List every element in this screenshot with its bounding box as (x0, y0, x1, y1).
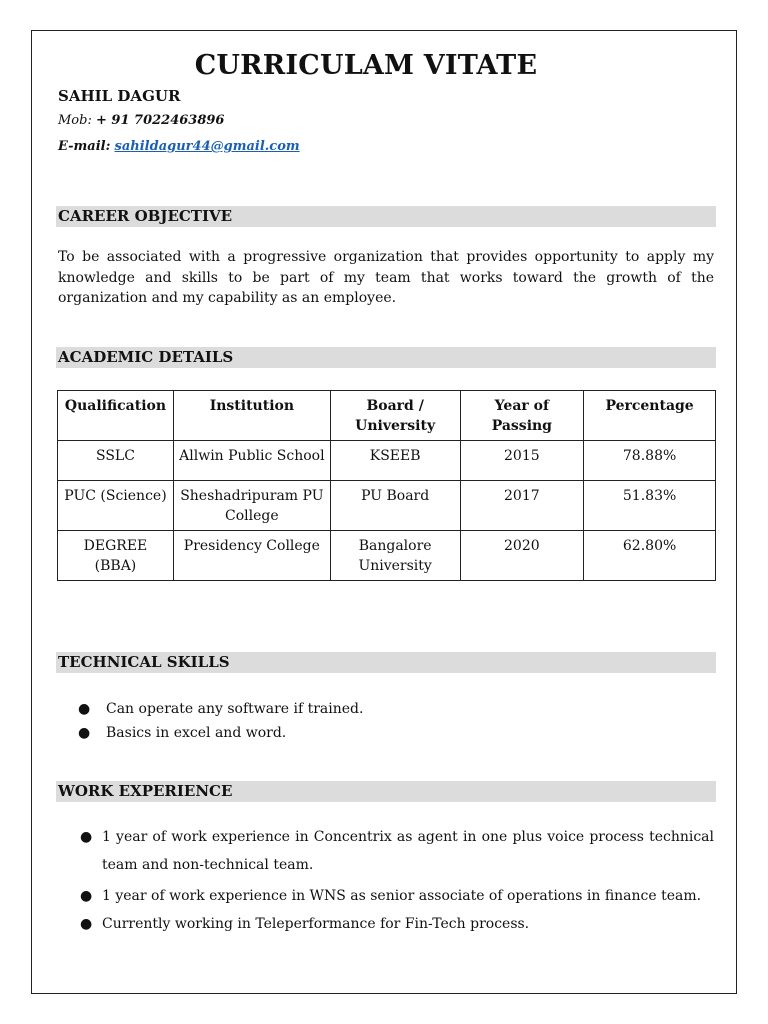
table-cell: 51.83% (584, 481, 716, 531)
table-cell: Allwin Public School (173, 441, 330, 481)
objective-text: To be associated with a progressive organization that provides opportunity to apply my knowledge and skills to be part of my team that works toward the growth of the organization and my capability as an employee. (58, 249, 714, 306)
section-work-experience: WORK EXPERIENCE (56, 781, 716, 802)
academic-table (57, 390, 716, 581)
candidate-name: SAHIL DAGUR (58, 87, 181, 105)
list-item (58, 721, 363, 745)
bullet-icon: ● (80, 916, 93, 932)
header-board: Board / University (330, 391, 460, 441)
bullet-icon: ● (80, 888, 93, 904)
table-cell: 78.88% (584, 441, 716, 481)
table-cell: 2015 (460, 441, 584, 481)
work-text: 1 year of work experience in WNS as senior associate of operations in finance team. (102, 888, 702, 904)
table-cell: KSEEB (330, 441, 460, 481)
table-row (58, 531, 716, 581)
table-cell: PUC (Science) (58, 481, 174, 531)
table-cell: PU Board (330, 481, 460, 531)
table-header-row (58, 391, 716, 441)
table-cell: Sheshadripuram PU College (173, 481, 330, 531)
bullet-icon: ● (80, 829, 93, 845)
header-qualification: Qualification (58, 391, 174, 441)
mobile-number: + 91 7022463896 (95, 113, 225, 128)
section-academic-details: ACADEMIC DETAILS (56, 347, 716, 368)
table-cell: SSLC (58, 441, 174, 481)
email-link[interactable]: sahildagur44@gmail.com (114, 139, 300, 154)
table-row (58, 481, 716, 531)
email-line (58, 139, 300, 154)
work-text: 1 year of work experience in Concentrix as agent in one plus voice process technical team and non-technical team. (102, 829, 714, 873)
document-title: CURRICULAM VITATE (194, 50, 538, 81)
section-technical-skills: TECHNICAL SKILLS (56, 652, 716, 673)
table-cell: 2017 (460, 481, 584, 531)
list-item (58, 697, 363, 721)
bullet-icon: ● (78, 725, 91, 741)
table-cell: DEGREE (BBA) (58, 531, 174, 581)
work-text: Currently working in Teleperformance for Fin-Tech process. (102, 916, 530, 932)
mobile-label: Mob: (58, 113, 92, 128)
list-item (58, 823, 714, 879)
skill-text: Basics in excel and word. (106, 725, 287, 741)
work-list (58, 823, 714, 938)
list-item (58, 910, 714, 938)
email-label: E-mail: (58, 139, 111, 154)
table-cell: 62.80% (584, 531, 716, 581)
header-year: Year of Passing (460, 391, 584, 441)
skills-list (58, 697, 363, 745)
section-career-objective: CAREER OBJECTIVE (56, 206, 716, 227)
table-cell: Bangalore University (330, 531, 460, 581)
bullet-icon: ● (78, 701, 91, 717)
skill-text: Can operate any software if trained. (106, 701, 364, 717)
mobile-line (58, 113, 224, 128)
list-item (58, 882, 714, 910)
header-institution: Institution (173, 391, 330, 441)
header-percentage: Percentage (584, 391, 716, 441)
table-row (58, 441, 716, 481)
table-cell: 2020 (460, 531, 584, 581)
table-cell: Presidency College (173, 531, 330, 581)
